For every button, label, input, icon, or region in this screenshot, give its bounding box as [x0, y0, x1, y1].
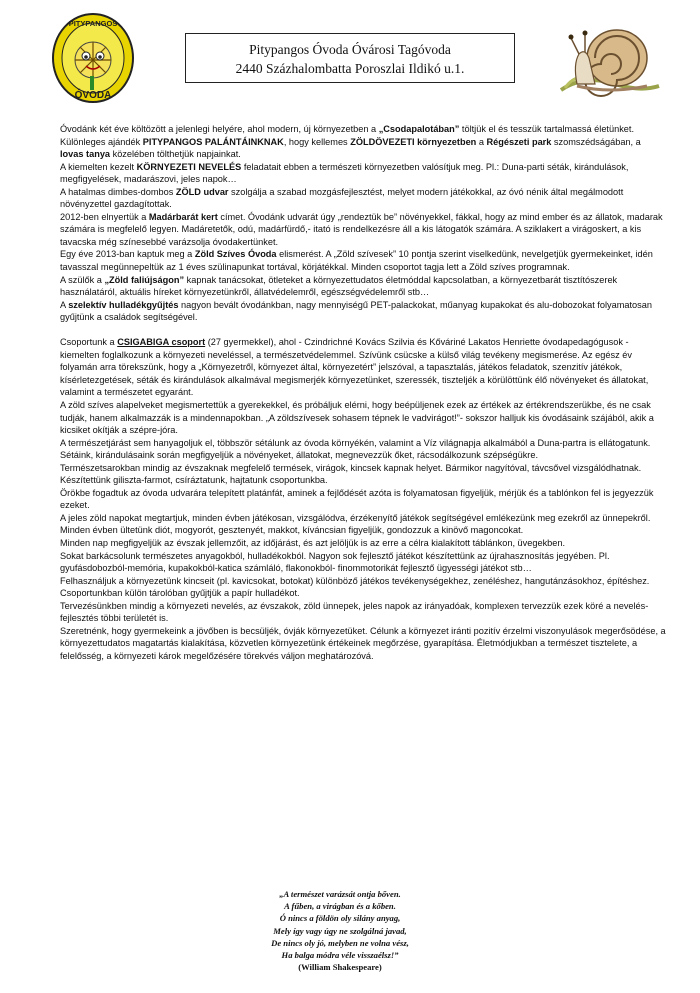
- paragraph: Minden nap megfigyeljük az évszak jellemzőit, az időjárást, és azt jelöljük is az erre a célra kialakított táblánkon, üvegekben.: [60, 538, 566, 548]
- paragraph: Csoportunkban külön tárolóban gyűjtjük a papír hulladékot.: [60, 588, 300, 599]
- paragraph: Örökbe fogadtuk az óvoda udvarára telepített platánfát, aminek a fejlődését azóta is folyamatosan figyeljük, mérjük és a tablónkon fel is jegyezzük ezeket.: [60, 487, 654, 511]
- title-line-2: 2440 Százhalombatta Poroszlai Ildikó u.1.: [235, 61, 465, 76]
- poem-line: „A természet varázsát ontja bőven.: [279, 889, 401, 899]
- paragraph: Óvodánk két éve költözött a jelenlegi helyére, ahol modern, új környezetben a „Csodapalotában” töltjük el és tesszük tartalmassá életünket.: [60, 124, 635, 134]
- logo-text-bottom: ÓVODA: [74, 90, 112, 101]
- poem-author: (William Shakespeare): [298, 962, 382, 973]
- paragraph: Egy éve 2013-ban kaptuk meg a Zöld Szíves Óvoda elismerést. A „Zöld szívesek” 10 pontja szerint viselkedünk, nevelgetjük gyermekeinket, idén tavasszal megünnepeltük az 1 éves szülinapunkat tortával, körjátékkal. Minden csoportot tagja lett a Zöld szíves programnak.: [60, 249, 653, 273]
- poem-line: Ha balga módra véle visszaélsz!”: [281, 950, 399, 961]
- header-title-box: [185, 33, 515, 83]
- group-name: CSIGABIGA csoport: [117, 337, 206, 348]
- closing-poem: [230, 888, 450, 973]
- paragraph: Különleges ajándék PITYPANGOS PALÁNTÁINKNAK, hogy kellemes ZÖLDÖVEZETI környezetben a Régészeti park szomszédságában, a lovas tanya közelében tölthetjük napjainkat.: [60, 136, 641, 160]
- snail-illustration: [555, 14, 665, 102]
- paragraph: Szeretnénk, hogy gyermekeink a jövőben is becsüljék, óvják környezetüket. Célunk a környezet iránti pozitív érzelmi viszonyulások megerősödése, a környezettudatos magatartás kialakítása, közvetlen környezetünk értékeinek megőrzése, gyarapítása. Életmódjukban a természet tisztelete, a felelősség, a környezeti károk megelőzésére törekvés váljon meghatározóvá.: [60, 625, 666, 661]
- poem-line: De nincs oly jó, melyben ne volna vész,: [271, 937, 409, 948]
- article-body: [60, 123, 666, 662]
- paragraph: A zöld szíves alapelveket megismertettük a gyerekekkel, és próbáljuk elérni, hogy beépüljenek ezek az értékek az értékrendszerükbe, és ne csak tudják, hanem alkalmazzák is a mindennapokban. „A zöldszívesek sohasem tépnek le vadvirágot!”- sokszor halljuk kis óvodásaink szájából, akik a kicsiket okítják a szépre-jóra.: [60, 399, 654, 436]
- pitypangos-logo: [48, 12, 138, 104]
- paragraph: Tervezésünkben mindig a környezeti nevelés, az évszakok, zöld ünnepek, jeles napok az irányadóak, komplexen tervezzük ezek köré a nevelés-fejlesztés többi területét is.: [60, 600, 649, 624]
- paragraph: Sokat barkácsolunk természetes anyagokból, hulladékokból. Nagyon sok fejlesztő játékot készítettünk az újrahasznosítás jegyében. Pl. gyufásdobozból-memória, kupakokból-katica számláló, flakonokból- finommotorikát fejlesztő ügyességi játékot stb…: [60, 550, 610, 574]
- poem-line: Mely így vagy úgy ne szolgálná javad,: [273, 925, 407, 936]
- paragraph: A kiemelten kezelt KÖRNYEZETI NEVELÉS feladatait ebben a természeti környezetben valósítjuk meg. Pl.: Duna-parti séták, kirándulások, megfigyelések, madarászovi, jeles napok…: [60, 161, 629, 185]
- paragraph: Minden évben ültetünk diót, mogyorót, gesztenyét, makkot, kíváncsian figyeljük, gondozzuk a kinövő magoncokat.: [60, 525, 524, 536]
- paragraph-group-intro: Csoportunk a CSIGABIGA csoport (27 gyermekkel), ahol - Czindrichné Kovács Szilvia és Kőváriné Lakatos Henriette óvodapedagógusok - kiemelten foglalkozunk a környezeti neveléssel, a természetvédelemmel. Szívünk csücske a külső világ tevékeny megismerése. Az egész év folyamán arra törekszünk, hogy a „Környezetről, környezet által, környezetért” jelszóval, a tapasztalás, játékos feladatok, szenzitív játékok, kísérletezgetések, séták és kirándulások alkalmával megismerjék környezetünket, szeressék, tiszteljék a körülöttünk élő növényeket és állatokat, valamint a természetet egyaránt.: [60, 337, 649, 398]
- poem-line: Ó nincs a földön oly silány anyag,: [279, 913, 401, 924]
- paragraph: A szülők a „Zöld faliújságon” kapnak tanácsokat, ötleteket a környezettudatos életmóddal kapcsolatban, a környezetbarát tisztítószerek használatáról, aktuális híreket környezetünkről, állatvédelemről, egészségvédelemről stb…: [60, 274, 618, 298]
- paragraph: A szelektív hulladékgyűjtés nagyon bevált óvodánkban, nagy mennyiségű PET-palackokat, műanyag kupakokat és alu-dobozokat folyamatosan gyűjtünk a családok segítségével.: [60, 299, 652, 323]
- title-line-1: Pitypangos Óvoda Óvárosi Tagóvoda: [249, 42, 451, 57]
- paragraph: A jeles zöld napokat megtartjuk, minden évben játékosan, vizsgálódva, érzékenyítő játékok segítségével emlékezünk meg ezekről az ünnepekről.: [60, 512, 651, 523]
- paragraph: 2012-ben elnyertük a Madárbarát kert címet. Óvodánk udvarát úgy „rendeztük be” növényekkel, fákkal, hogy az mind ember és az állatok, madarak számára is megfelelő legyen. Madáretetők, odú, madárfürdő,- itató is rendelkezésre áll a kis látogatók számára. A sziklakert a virágoskert, a kis tavacska még színesebbé varázsolja óvodakertünket.: [60, 211, 663, 247]
- paragraph: Felhasználjuk a környezetünk kincseit (pl. kavicsokat, botokat) különböző játékos tevékenységekhez, zenéléshez, hangutánzásokhoz, építéshez.: [60, 575, 650, 586]
- paragraph: A hatalmas dimbes-dombos ZÖLD udvar szolgálja a szabad mozgásfejlesztést, melyet modern játékokkal, az óvó nénik által megálmodott növényzettel gazdagítottak.: [60, 186, 624, 210]
- paragraph: Sétáink, kirándulásaink során megfigyeljük a növényeket, állatokat, megnevezzük őket, rácsodálkozunk szépségükre.: [60, 450, 539, 461]
- paragraph: A természetjárást sem hanyagoljuk el, többször sétálunk az óvoda környékén, valamint a Víz világnapja alkalmából a Duna-partra is ellátogatunk.: [60, 437, 651, 448]
- poem-line: A fűben, a virágban és a kőben.: [284, 901, 396, 912]
- paragraph: Természetsarokban mindig az évszaknak megfelelő termések, virágok, kincsek kapnak helyet. Bármikor nagyítóval, távcsővel vizsgálódhatnak. Készítettünk giliszta-farmot, csíráztatunk, hajtatunk csoportunkba.: [60, 462, 642, 486]
- logo-text-top: PITYPANGOS: [68, 19, 118, 28]
